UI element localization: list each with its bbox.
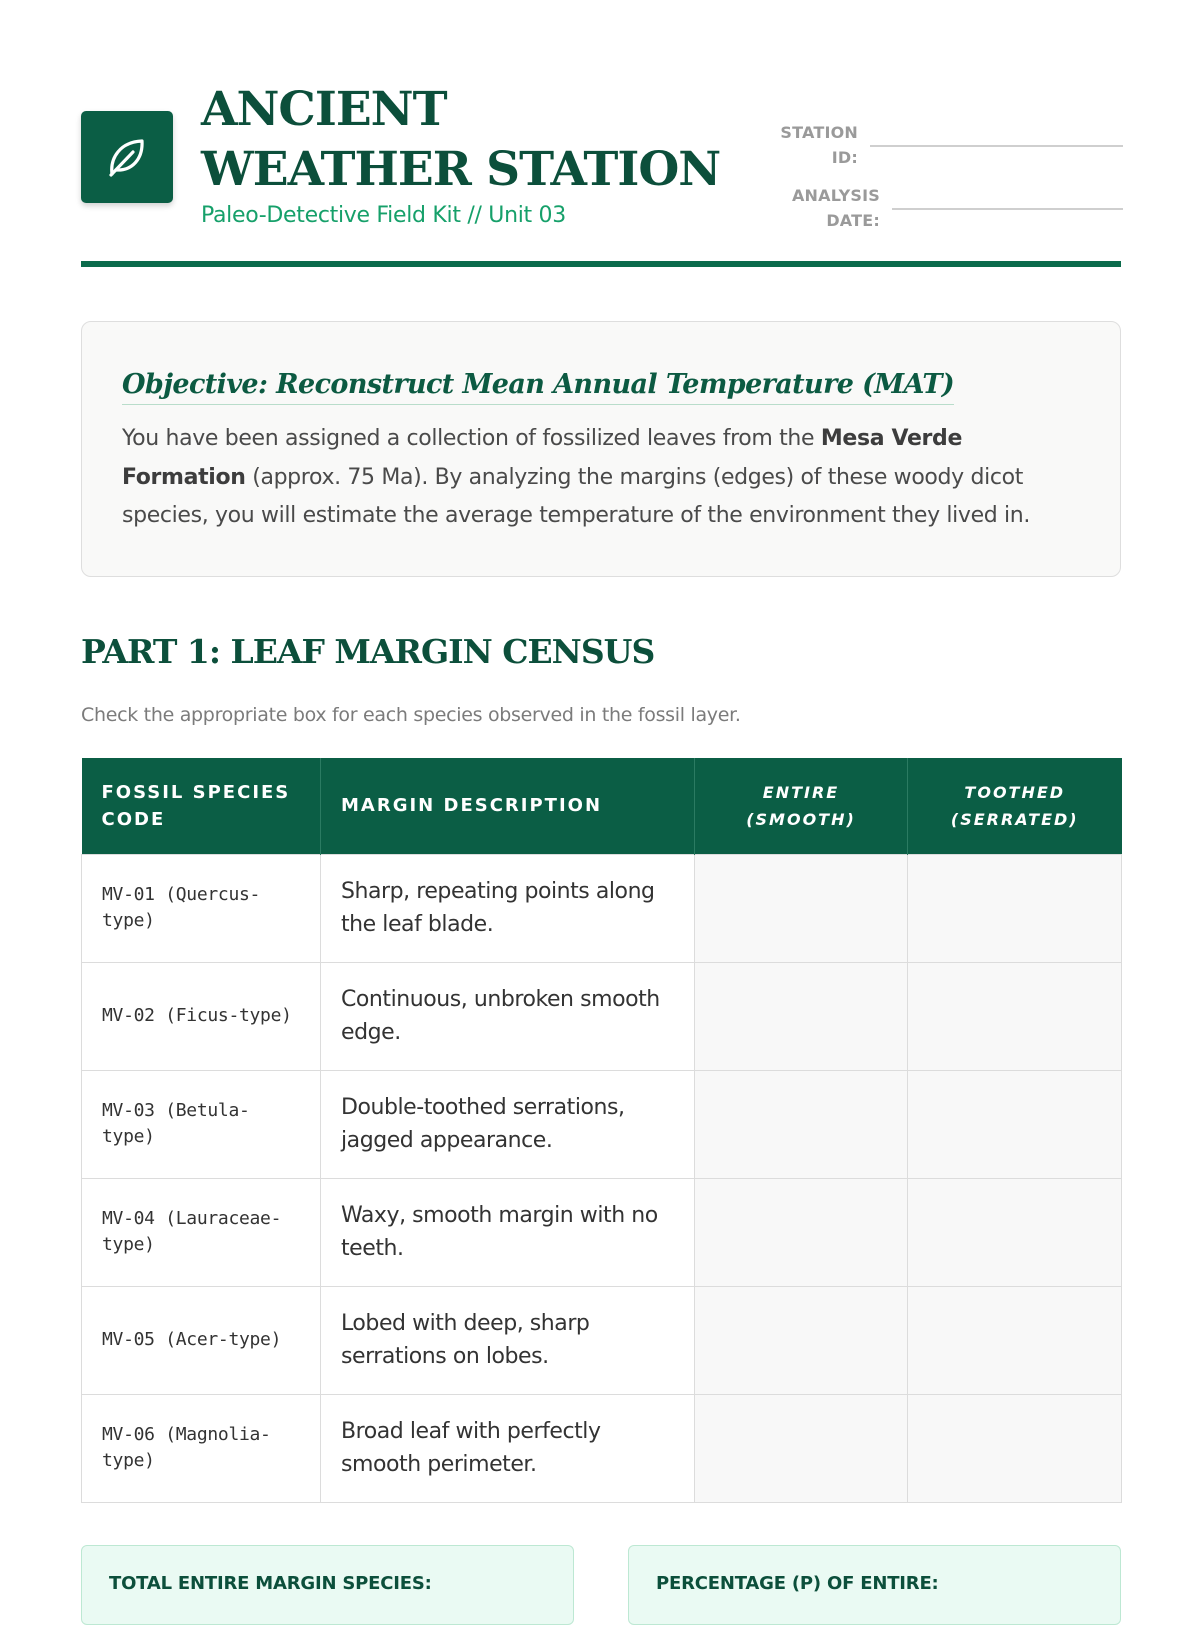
- header-divider: [81, 261, 1121, 267]
- entire-checkbox-cell[interactable]: [695, 962, 908, 1070]
- station-id-field[interactable]: [870, 145, 1123, 147]
- margin-description: Double-toothed serrations, jagged appearance.: [321, 1070, 695, 1178]
- entire-checkbox-cell[interactable]: [695, 854, 908, 962]
- total-entire-label: TOTAL ENTIRE MARGIN SPECIES:: [109, 1573, 432, 1594]
- objective-text-end: (approx. 75 Ma). By analyzing the margins (edges) of these woody dicot species, you will estimate the average temperature of the environment they lived in.: [122, 464, 1031, 528]
- leaf-icon: [102, 132, 152, 182]
- entire-checkbox-cell[interactable]: [695, 1394, 908, 1502]
- objective-text: [122, 420, 1072, 536]
- entire-checkbox-cell[interactable]: [695, 1286, 908, 1394]
- column-header-entire: ENTIRE (SMOOTH): [695, 758, 908, 854]
- species-code: MV-05 (Acer-type): [82, 1286, 321, 1394]
- column-header-toothed: TOOTHED (SERRATED): [908, 758, 1122, 854]
- section-title: PART 1: LEAF MARGIN CENSUS: [81, 632, 655, 671]
- station-id-label: STATION ID:: [780, 123, 858, 167]
- objective-text-start: You have been assigned a collection of fossilized leaves from the: [122, 426, 821, 451]
- species-code: MV-03 (Betula-type): [82, 1070, 321, 1178]
- table-row: [82, 1070, 1122, 1178]
- margin-description: Broad leaf with perfectly smooth perimeter.: [321, 1394, 695, 1502]
- table-row: [82, 1286, 1122, 1394]
- page-title: ANCIENT WEATHER STATION: [201, 82, 721, 197]
- species-code: MV-06 (Magnolia-type): [82, 1394, 321, 1502]
- entire-checkbox-cell[interactable]: [695, 1070, 908, 1178]
- margin-description: Waxy, smooth margin with no teeth.: [321, 1178, 695, 1286]
- species-code: MV-01 (Quercus-type): [82, 854, 321, 962]
- column-header-species-code: FOSSIL SPECIES CODE: [82, 758, 321, 854]
- toothed-checkbox-cell[interactable]: [908, 1070, 1122, 1178]
- margin-description: Continuous, unbroken smooth edge.: [321, 962, 695, 1070]
- percentage-entire-label: PERCENTAGE (P) OF ENTIRE:: [656, 1573, 939, 1594]
- leaf-margin-table: [81, 758, 1122, 1503]
- table-header-row: [82, 758, 1122, 854]
- toothed-checkbox-cell[interactable]: [908, 854, 1122, 962]
- formation-name: Mesa Verde Formation: [122, 426, 963, 490]
- margin-description: Sharp, repeating points along the leaf blade.: [321, 854, 695, 962]
- table-row: [82, 1178, 1122, 1286]
- toothed-checkbox-cell[interactable]: [908, 962, 1122, 1070]
- analysis-date-field[interactable]: [892, 208, 1123, 210]
- table-row: [82, 854, 1122, 962]
- species-code: MV-02 (Ficus-type): [82, 962, 321, 1070]
- section-instructions: Check the appropriate box for each species observed in the fossil layer.: [81, 704, 741, 726]
- table-row: [82, 1394, 1122, 1502]
- toothed-checkbox-cell[interactable]: [908, 1178, 1122, 1286]
- toothed-checkbox-cell[interactable]: [908, 1286, 1122, 1394]
- species-code: MV-04 (Lauraceae-type): [82, 1178, 321, 1286]
- entire-checkbox-cell[interactable]: [695, 1178, 908, 1286]
- margin-description: Lobed with deep, sharp serrations on lobes.: [321, 1286, 695, 1394]
- column-header-margin-description: MARGIN DESCRIPTION: [321, 758, 695, 854]
- table-row: [82, 962, 1122, 1070]
- analysis-date-label: ANALYSIS DATE:: [791, 186, 880, 230]
- logo-badge: [81, 111, 173, 203]
- page-subtitle: Paleo-Detective Field Kit // Unit 03: [201, 203, 566, 228]
- toothed-checkbox-cell[interactable]: [908, 1394, 1122, 1502]
- objective-title: Objective: Reconstruct Mean Annual Temperature (MAT): [122, 366, 954, 405]
